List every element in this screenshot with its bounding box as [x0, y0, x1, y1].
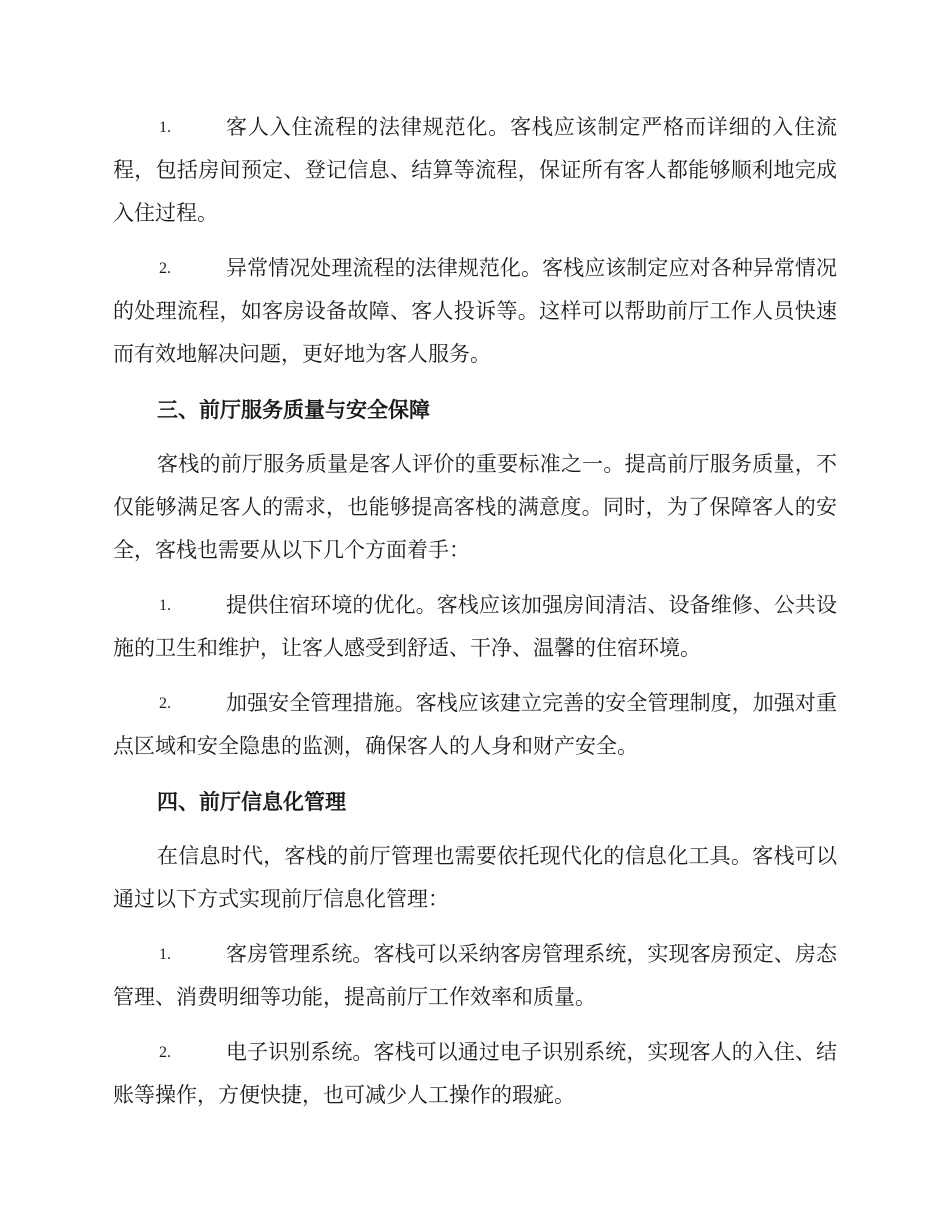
list-number: 2. — [159, 1044, 171, 1061]
section-heading: 四、前厅信息化管理 — [157, 789, 346, 814]
list-number: 1. — [159, 597, 171, 614]
list-item — [113, 1031, 837, 1117]
section-heading: 三、前厅服务质量与安全保障 — [157, 397, 430, 422]
list-number: 1. — [159, 946, 171, 963]
list-number: 2. — [159, 695, 171, 712]
list-item — [113, 933, 837, 1019]
list-number: 2. — [159, 260, 171, 277]
list-item — [113, 682, 837, 768]
list-item-text: 加强安全管理措施。客栈应该建立完善的安全管理制度，加强对重点区域和安全隐患的监测，确保客人的人身和财产安全。 — [113, 691, 837, 758]
list-number: 1. — [159, 119, 171, 136]
list-item-text: 客人入住流程的法律规范化。客栈应该制定严格而详细的入住流程，包括房间预定、登记信息、结算等流程，保证所有客人都能够顺利地完成入住过程。 — [113, 115, 837, 225]
list-item-text: 电子识别系统。客栈可以通过电子识别系统，实现客人的入住、结账等操作，方便快捷，也可减少人工操作的瑕疵。 — [113, 1040, 837, 1107]
paragraph: 在信息时代，客栈的前厅管理也需要依托现代化的信息化工具。客栈可以通过以下方式实现前厅信息化管理： — [113, 844, 837, 911]
paragraph: 客栈的前厅服务质量是客人评价的重要标准之一。提高前厅服务质量，不仅能够满足客人的需求，也能够提高客栈的满意度。同时，为了保障客人的安全，客栈也需要从以下几个方面着手： — [113, 452, 837, 562]
list-item-text: 异常情况处理流程的法律规范化。客栈应该制定应对各种异常情况的处理流程，如客房设备故障、客人投诉等。这样可以帮助前厅工作人员快速而有效地解决问题，更好地为客人服务。 — [113, 256, 837, 366]
list-item — [113, 247, 837, 376]
list-item-text: 客房管理系统。客栈可以采纳客房管理系统，实现客房预定、房态管理、消费明细等功能，提高前厅工作效率和质量。 — [113, 942, 837, 1009]
document-page — [113, 106, 837, 1129]
list-item — [113, 584, 837, 670]
list-item-text: 提供住宿环境的优化。客栈应该加强房间清洁、设备维修、公共设施的卫生和维护，让客人感受到舒适、干净、温馨的住宿环境。 — [113, 593, 837, 660]
list-item — [113, 106, 837, 235]
